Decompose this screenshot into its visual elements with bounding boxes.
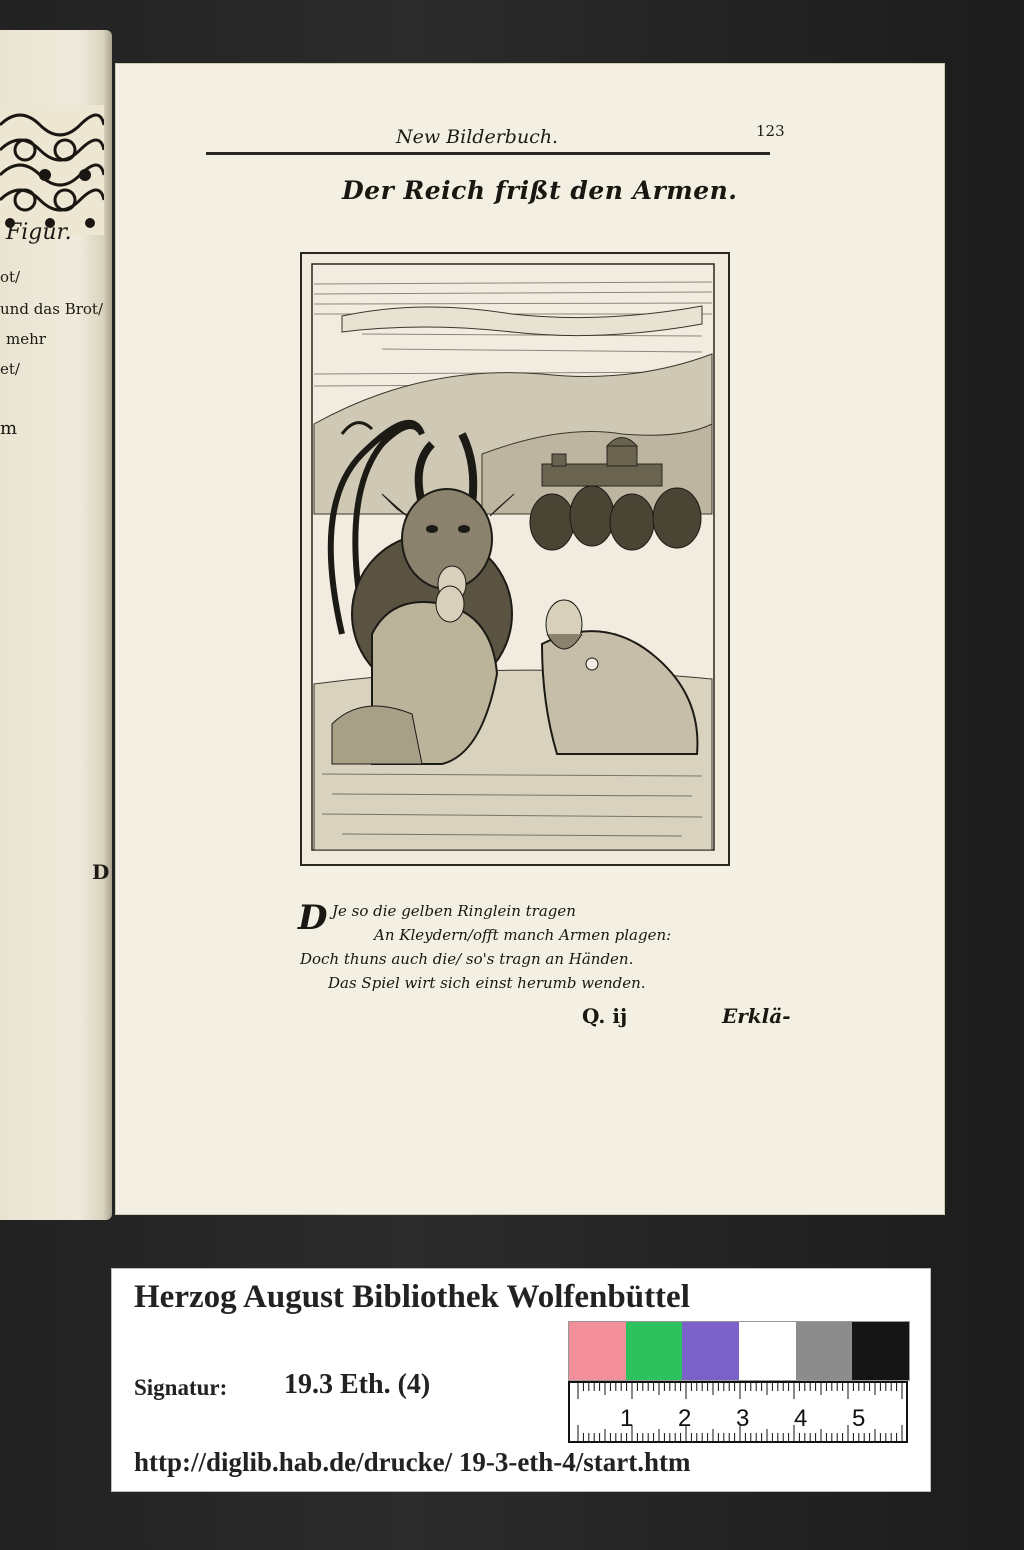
signature-mark: Q. ij (582, 1004, 628, 1028)
left-page-line: m (0, 418, 18, 439)
swatch-purple (682, 1322, 739, 1380)
left-page-line: und das Brot/ (0, 300, 104, 318)
library-name: Herzog August Bibliothek Wolfenbüttel (134, 1279, 690, 1315)
verse-dropcap: D (298, 898, 328, 938)
page-number: 123 (756, 122, 785, 140)
ruler-number: 4 (794, 1405, 808, 1432)
ruler-number: 5 (852, 1405, 866, 1432)
engraving-illustration (302, 254, 724, 860)
color-calibration-strip (568, 1321, 910, 1381)
swatch-green (626, 1322, 683, 1380)
verse-line-3: Doch thuns auch die/ so's tragn an Händen. (300, 950, 634, 968)
scale-ruler (568, 1381, 908, 1443)
left-page-line: mehr (6, 330, 46, 348)
verse-line-4: Das Spiel wirt sich einst herumb wenden. (328, 974, 646, 992)
swatch-white (739, 1322, 796, 1380)
header-rule (206, 152, 770, 155)
ruler-number: 2 (678, 1405, 692, 1432)
signature-value: 19.3 Eth. (4) (284, 1369, 431, 1400)
left-page-heading: Figur. (6, 220, 72, 245)
previous-page (0, 30, 112, 1220)
running-head: New Bilderbuch. (396, 126, 559, 148)
catchword: Erklä- (722, 1004, 791, 1028)
library-card (111, 1268, 931, 1492)
ruler-number: 1 (620, 1405, 634, 1432)
emblem-title: Der Reich frißt den Armen. (342, 176, 738, 205)
left-page-line: D (92, 860, 110, 884)
ornament-band (0, 105, 104, 235)
verse-line-1: Je so die gelben Ringlein tragen (332, 902, 576, 920)
emblem-engraving (300, 252, 730, 866)
catalog-url: http://diglib.hab.de/drucke/ 19-3-eth-4/start.htm (134, 1447, 691, 1477)
verse-line-2: An Kleydern/offt manch Armen plagen: (374, 926, 672, 944)
swatch-pink (569, 1322, 626, 1380)
swatch-black (852, 1322, 909, 1380)
swatch-gray (796, 1322, 853, 1380)
book-page (116, 64, 944, 1214)
left-page-line: ot/ (0, 268, 21, 286)
ruler-number: 3 (736, 1405, 750, 1432)
signature-label: Signatur: (134, 1375, 228, 1400)
left-page-line: et/ (0, 360, 20, 378)
